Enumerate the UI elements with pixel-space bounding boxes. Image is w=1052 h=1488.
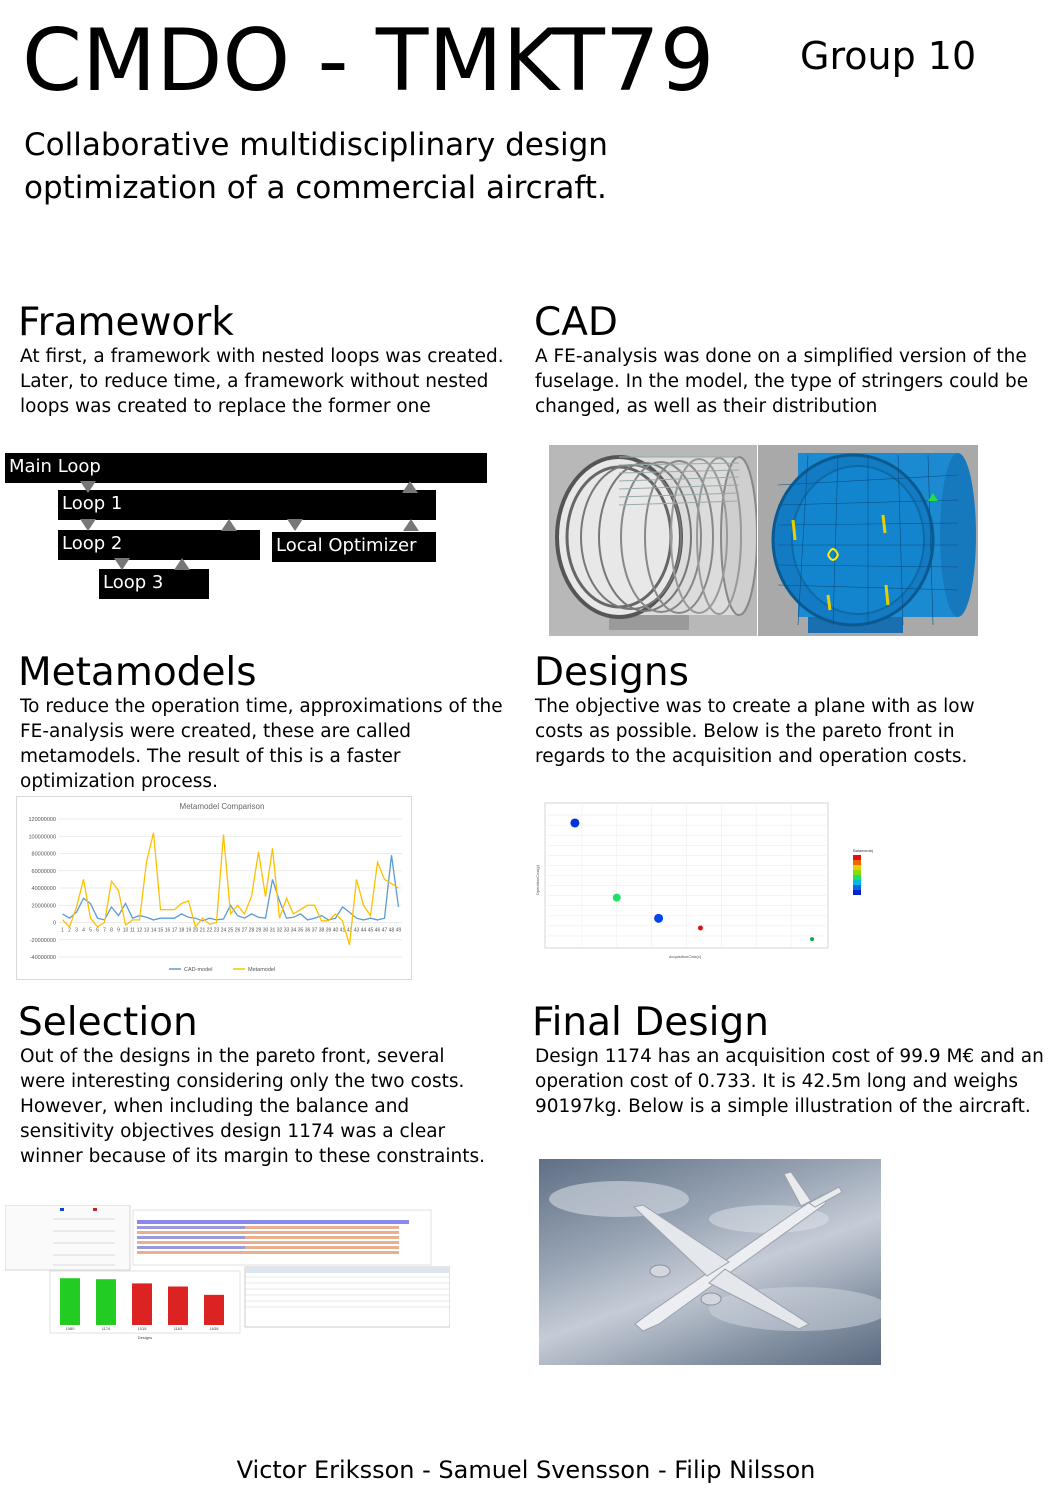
pareto-colorbar (853, 848, 873, 895)
x-tick-label: 29 (255, 927, 262, 934)
x-tick-label: 9 (117, 927, 120, 934)
design-bar-label: 1080 (65, 1326, 75, 1331)
arrow-down-icon (80, 481, 96, 493)
pareto-point (570, 818, 579, 827)
x-tick-label: 38 (318, 927, 325, 934)
design-bar-label: 1638 (209, 1326, 219, 1331)
x-tick-label: 20 (192, 927, 199, 934)
design-bar (204, 1295, 224, 1325)
x-tick-label: 36 (304, 927, 311, 934)
loop2-bar: Loop 2 (58, 530, 260, 560)
metamodel-chart (16, 796, 412, 980)
y-tick-label: -40000000 (29, 955, 56, 961)
design-bar (60, 1278, 80, 1325)
loop1-bar: Loop 1 (58, 490, 436, 520)
x-tick-label: 3 (75, 927, 78, 934)
design-bar (96, 1279, 116, 1325)
page-title: CMDO - TMKT79 (22, 11, 715, 111)
y-tick-label: 100000000 (28, 834, 56, 841)
x-tick-label: 41 (339, 927, 346, 934)
pareto-point (810, 937, 814, 941)
selection-dashboard (5, 1205, 450, 1340)
slider-panel (5, 1205, 130, 1270)
x-tick-label: 4 (82, 927, 85, 934)
x-tick-label: 13 (143, 927, 150, 934)
arrow-down-icon (114, 558, 130, 570)
x-tick-label: 48 (388, 927, 395, 934)
legend-label: CAD-model (184, 967, 213, 973)
aircraft-illustration (539, 1159, 881, 1365)
x-tick-label: 47 (381, 927, 388, 934)
x-tick-label: 14 (150, 927, 157, 934)
x-tick-label: 49 (395, 927, 402, 934)
metamodels-title: Metamodels (18, 650, 257, 695)
final-design-text: Design 1174 has an acquisition cost of 99.9 M€ and an operation cost of 0.733. It is 42.5m long and weighs 90197kg. Below is a simple illustration of the aircraft. (535, 1046, 1044, 1117)
chart-title: Metamodel Comparison (179, 802, 265, 811)
arrow-up-icon (221, 519, 237, 531)
arrow-down-icon (80, 519, 96, 531)
x-tick-label: 19 (185, 927, 192, 934)
y-tick-label: 120000000 (28, 817, 56, 823)
x-tick-label: 31 (269, 927, 276, 934)
colorbar-legend-label: Balanceobj (853, 848, 873, 853)
framework-text: At first, a framework with nested loops was created. Later, to reduce time, a framework without nested loops was created to replace the former one (20, 346, 504, 417)
x-tick-label: 22 (206, 927, 213, 934)
fuselage-fe-mesh-image (758, 445, 978, 636)
x-tick-label: 45 (367, 927, 374, 934)
fuselage-cad-image (549, 445, 757, 636)
legend-label: Metamodel (248, 967, 276, 973)
x-tick-label: 12 (136, 927, 143, 934)
x-tick-label: 17 (171, 927, 178, 934)
pareto-point (654, 914, 663, 923)
pareto-point (613, 894, 621, 902)
pareto-point (698, 926, 703, 931)
loop3-bar: Loop 3 (99, 569, 209, 599)
x-tick-label: 6 (96, 927, 99, 934)
selection-text: Out of the designs in the pareto front, several were interesting considering only the two costs. However, when including the balance and sensitivity objectives design 1174 was a clear winner because of its margin to these constraints. (20, 1046, 486, 1167)
x-tick-label: 15 (157, 927, 164, 934)
x-tick-label: 33 (283, 927, 290, 934)
x-tick-label: 10 (122, 927, 129, 934)
x-tick-label: 5 (89, 927, 92, 934)
x-tick-label: 43 (353, 927, 360, 934)
arrow-down-icon (287, 519, 303, 531)
design-bar-label: 1163 (173, 1326, 183, 1331)
design-bar (168, 1287, 188, 1325)
x-tick-label: 21 (199, 927, 206, 934)
arrow-up-icon (402, 481, 418, 493)
x-tick-label: 8 (110, 927, 113, 934)
pareto-chart-svg (535, 800, 895, 960)
final-design-title: Final Design (532, 1000, 769, 1045)
pareto-chart (535, 800, 895, 960)
x-tick-label: 7 (103, 927, 106, 934)
arrow-up-icon (174, 558, 190, 570)
x-tick-label: 1 (61, 927, 64, 934)
x-tick-label: 27 (241, 927, 248, 934)
authors: Victor Eriksson - Samuel Svensson - Filip Nilsson (236, 1456, 816, 1484)
cad-text: A FE-analysis was done on a simplified version of the fuselage. In the model, the type of stringers could be changed, as well as their distribution (535, 346, 1029, 417)
weight-bar-chart (133, 1210, 431, 1265)
metamodel-chart-svg (17, 797, 411, 979)
x-tick-label: 34 (290, 927, 297, 934)
arrow-up-icon (403, 519, 419, 531)
x-tick-label: 24 (220, 927, 227, 934)
design-bar-xlabel: Designs (137, 1335, 153, 1340)
framework-diagram (0, 450, 500, 605)
group-label: Group 10 (800, 34, 977, 78)
x-tick-label: 39 (325, 927, 332, 934)
design-bar-label: 1015 (137, 1326, 147, 1331)
x-tick-label: 37 (311, 927, 318, 934)
y-tick-label: 60000000 (31, 868, 56, 875)
design-bar (132, 1283, 152, 1325)
selection-title: Selection (18, 1000, 198, 1045)
x-tick-label: 18 (178, 927, 185, 934)
y-tick-label: 20000000 (31, 903, 56, 910)
metamodels-text: To reduce the operation time, approximations of the FE-analysis were created, these are called metamodels. The result of this is a faster optimization process. (20, 696, 503, 792)
x-tick-label: 25 (227, 927, 234, 934)
designs-title: Designs (534, 650, 689, 695)
main-loop-bar: Main Loop (5, 453, 487, 483)
local-optimizer-bar: Local Optimizer (272, 532, 436, 562)
x-tick-label: 23 (213, 927, 220, 934)
x-tick-label: 30 (262, 927, 269, 934)
summary-table (245, 1267, 450, 1327)
framework-title: Framework (18, 300, 234, 345)
x-tick-label: 42 (346, 927, 353, 934)
designs-text: The objective was to create a plane with as low costs as possible. Below is the pareto front in regards to the acquisition and operation costs. (535, 696, 975, 767)
x-tick-label: 2 (68, 927, 71, 934)
design-bar-label: 1174 (101, 1326, 111, 1331)
y-tick-label: 0 (52, 920, 56, 927)
pareto-xlabel: AcquisitionCost(x) (668, 954, 702, 959)
y-tick-label: -20000000 (29, 937, 56, 944)
cad-title: CAD (534, 300, 618, 345)
x-tick-label: 26 (234, 927, 241, 934)
subtitle: Collaborative multidisciplinary design optimization of a commercial aircraft. (24, 127, 608, 206)
x-tick-label: 16 (164, 927, 171, 934)
pareto-ylabel: OperationCost(y) (535, 864, 540, 896)
x-tick-label: 28 (248, 927, 255, 934)
x-tick-label: 40 (332, 927, 339, 934)
y-tick-label: 80000000 (31, 851, 56, 858)
x-tick-label: 35 (297, 927, 304, 934)
x-tick-label: 44 (360, 927, 367, 934)
x-tick-label: 32 (276, 927, 283, 934)
design-bar-chart (50, 1271, 240, 1340)
x-tick-label: 11 (129, 927, 136, 934)
y-tick-label: 40000000 (31, 886, 56, 892)
x-tick-label: 46 (374, 927, 381, 934)
